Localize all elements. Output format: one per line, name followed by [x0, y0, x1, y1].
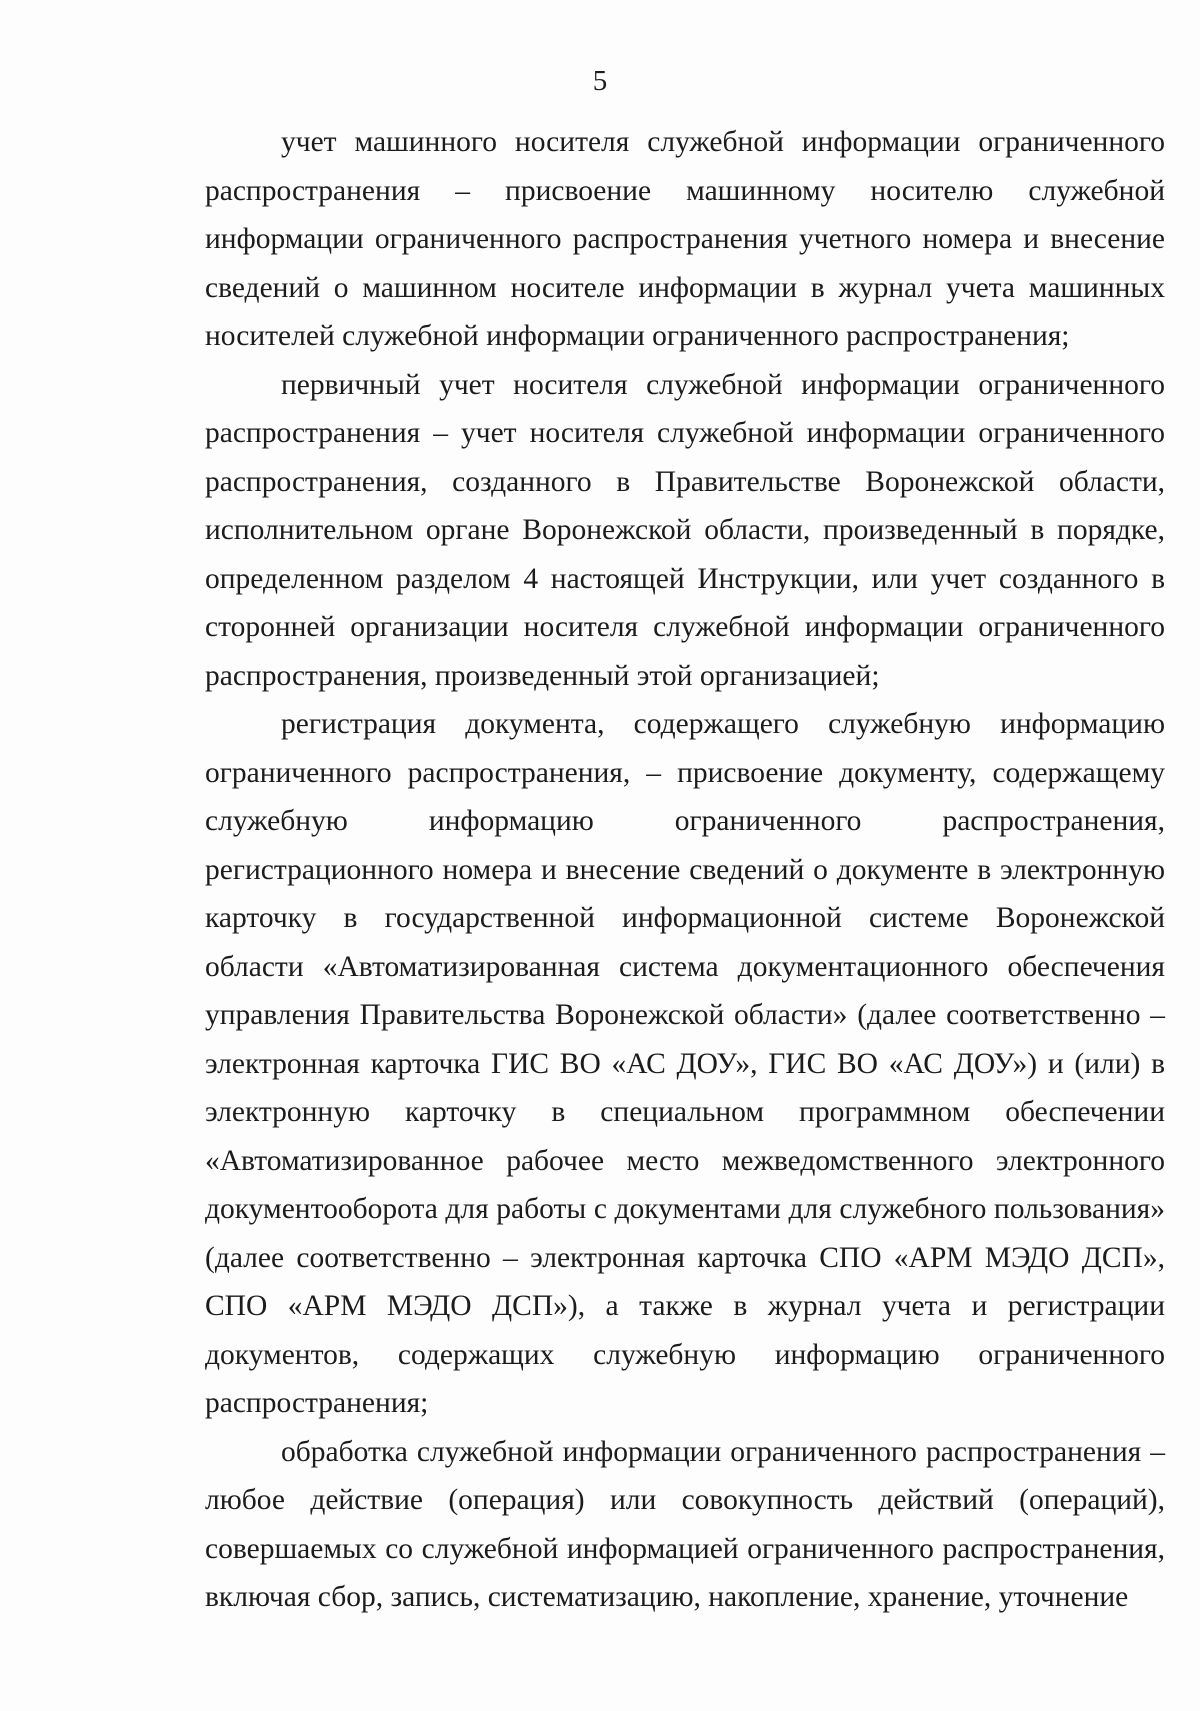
paragraph-information-processing: обработка служебной информации ограниченного распространения – любое действие (операция) или совокупность действий (операций), совершаемых со служебной информацией ограниченного распространения, включая сбор, запись, систематизацию, накопление, хранение, уточнение — [205, 1435, 1165, 1613]
document-body — [205, 118, 1165, 1622]
paragraph-document-registration: регистрация документа, содержащего служебную информацию ограниченного распространения, – присвоение документу, содержащему служебную информацию ограниченного распространения, регистрационного номера и внесение сведений о документе в электронную карточку в государственной информационной системе Воронежской области «Автоматизированная система документационного обеспечения управления Правительства Воронежской области» (далее соответственно – электронная карточка ГИС ВО «АС ДОУ», ГИС ВО «АС ДОУ») и (или) в электронную карточку в специальном программном обеспечении «Автоматизированное рабочее место межведомственного электронного документооборота для работы с документами для служебного пользования» (далее соответственно – электронная карточка СПО «АРМ МЭДО ДСП», СПО «АРМ МЭДО ДСП»), а также в журнал учета и регистрации документов, содержащих служебную информацию ограниченного распространения; — [205, 708, 1165, 1419]
paragraph-primary-accounting: первичный учет носителя служебной информации ограниченного распространения – учет носителя служебной информации ограниченного распространения, созданного в Правительстве Воронежской области, исполнительном органе Воронежской области, произведенный в порядке, определенном разделом 4 настоящей Инструкции, или учет созданного в сторонней организации носителя служебной информации ограниченного распространения, произведенный этой организацией; — [205, 368, 1165, 692]
page-number: 5 — [592, 65, 608, 97]
paragraph-machine-media-accounting: учет машинного носителя служебной информации ограниченного распространения – присвоение машинному носителю служебной информации ограниченного распространения учетного номера и внесение сведений о машинном носителе информации в журнал учета машинных носителей служебной информации ограниченного распространения; — [205, 126, 1165, 352]
